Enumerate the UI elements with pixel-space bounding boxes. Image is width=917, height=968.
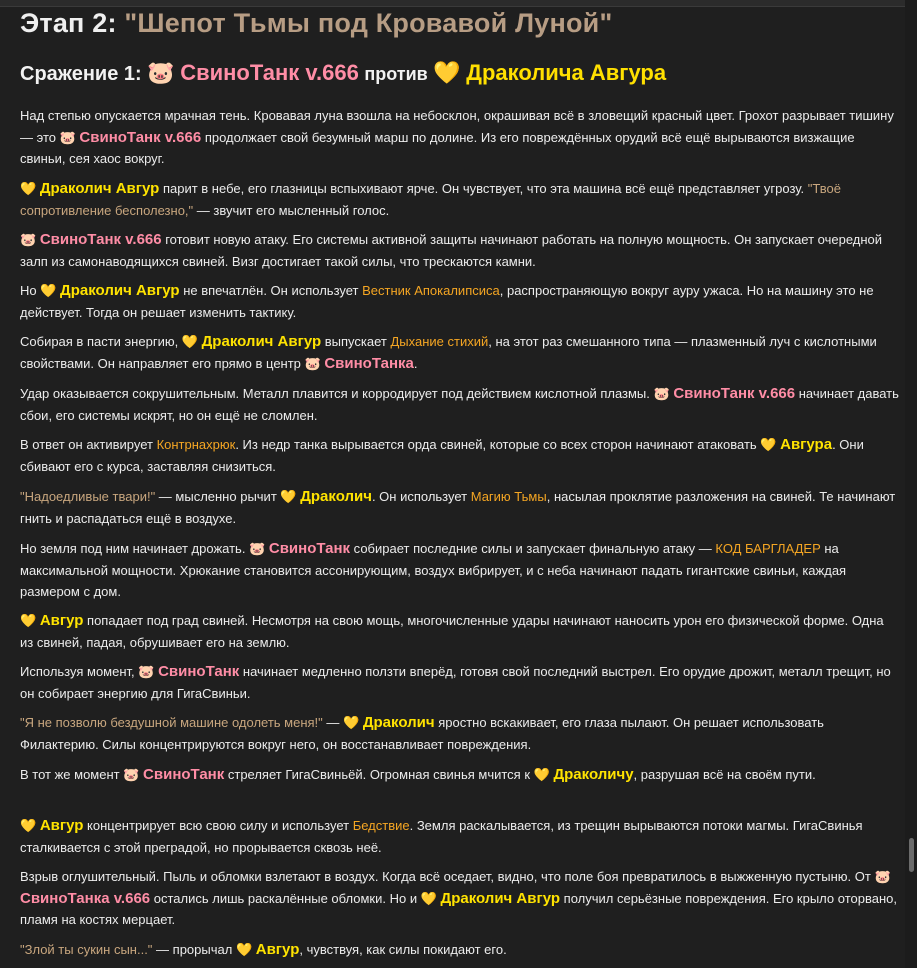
- pig-face-icon: 🐷: [147, 60, 175, 85]
- narration-text: парит в небе, его глазницы вспыхивают ярче. Он чувствует, что эта машина всё ещё представляет угрозу.: [159, 181, 808, 196]
- narration-text: собирает последние силы и запускает финальную атаку —: [350, 541, 716, 556]
- dialogue-quote: "Надоедливые твари!": [20, 489, 156, 504]
- story-paragraph: [20, 661, 900, 704]
- pig-face-icon: 🐷: [138, 664, 155, 679]
- narration-text: . Он использует: [371, 489, 471, 504]
- narration-text: В тот же момент: [20, 767, 124, 782]
- story-paragraph: [20, 229, 900, 272]
- dragon-name: Драколич: [300, 488, 372, 505]
- narration-text: —: [322, 715, 344, 730]
- stage-title: [20, 8, 612, 39]
- tank-name: СвиноТанк v.666: [79, 128, 202, 146]
- narration-text: Но: [20, 283, 41, 298]
- narration-text: , разрушая всё на своём пути.: [633, 767, 816, 782]
- tank-name: СвиноТанк: [268, 540, 351, 557]
- narration-text: — прорычал: [152, 942, 236, 957]
- ability-name: Контрнахрюк: [156, 437, 236, 452]
- dragon-name: Драколич Авгур: [60, 282, 180, 299]
- narration-text: — звучит его мысленный голос.: [193, 202, 390, 218]
- yellow-heart-icon: 💛: [181, 334, 198, 349]
- yellow-heart-icon: 💛: [20, 613, 37, 628]
- narration-text: Собирая в пасти энергию,: [20, 334, 182, 349]
- dialogue-quote: "Я не позволю бездушной машине одолеть меня!": [20, 715, 323, 730]
- pig-face-icon: 🐷: [123, 767, 140, 782]
- dragon-name: Авгур: [39, 612, 84, 629]
- vertical-scrollbar[interactable]: [905, 0, 917, 968]
- story-paragraph: [20, 538, 900, 603]
- narration-text: концентрирует всю свою силу и использует: [83, 818, 353, 833]
- stage-name: "Шепот Тьмы под Кровавой Луной": [124, 8, 613, 38]
- pig-face-icon: 🐷: [59, 129, 76, 145]
- narration-text: Но земля под ним начинает дрожать.: [20, 541, 250, 556]
- narration-text: Удар оказывается сокрушительным. Металл плавится и корродирует под действием кислотной плазмы.: [20, 386, 654, 401]
- narration-text: . Из недр танка вырывается орда свиней, которые со всех сторон начинают атаковать: [235, 437, 761, 452]
- dialogue-quote: "Твоё сопротивление бесполезно,": [20, 181, 841, 218]
- dialogue-quote: "Злой ты сукин сын...": [20, 942, 153, 957]
- story-paragraph: [20, 712, 900, 755]
- narration-text: . Они сбивают его с курса, заставляя снизиться.: [20, 437, 864, 474]
- narration-text: Взрыв оглушительный. Пыль и обломки взлетают в воздух. Когда всё оседает, видно, что поле боя превратилось в выжженную пустыню. От: [20, 869, 875, 884]
- narration-text: начинает давать сбои, его системы искрят, но он ещё не сломлен.: [20, 386, 899, 423]
- dragon-name: Авгур: [39, 817, 84, 834]
- versus-label: против: [364, 64, 428, 84]
- yellow-heart-icon: 💛: [235, 942, 253, 957]
- narration-text: продолжает свой безумный марш по долине. Из его повреждённых орудий всё ещё вырываются визжащие свиньи, сея хаос вокруг.: [20, 129, 855, 166]
- narration-text: Над степью опускается мрачная тень. Кровавая луна взошла на небосклон, окрашивая всё в зловещий красный цвет. Грохот разрывает тишину — это: [20, 108, 894, 145]
- dragon-name: Авгур: [255, 941, 300, 958]
- narration-text: на максимальной мощности. Хрюкание становится ассонирующим, воздух вибрирует, и с неба начинают падать гигантские свиньи, каждая размером с дом.: [20, 541, 847, 599]
- yellow-heart-icon: 💛: [20, 818, 37, 833]
- pig-face-icon: 🐷: [20, 232, 37, 247]
- dragon-name: Драколич Авгур: [440, 889, 561, 907]
- pig-face-icon: 🐷: [304, 355, 321, 371]
- tank-name: СвиноТанк: [158, 663, 240, 680]
- stage-prefix: Этап 2:: [20, 8, 117, 38]
- yellow-heart-icon: 💛: [433, 60, 461, 85]
- scrollbar-thumb[interactable]: [909, 838, 914, 872]
- narration-text: выпускает: [321, 334, 391, 349]
- narration-text: В ответ он активирует: [20, 437, 157, 452]
- narration-text: остались лишь раскалённые обломки. Но и: [150, 890, 421, 906]
- narration-text: , чувствуя, как силы покидают его.: [299, 942, 507, 957]
- story-paragraph: [20, 610, 900, 653]
- story-paragraph: [20, 486, 900, 529]
- story-paragraph: [20, 280, 900, 323]
- narration-text: — мысленно рычит: [155, 489, 281, 504]
- ability-name: Магию Тьмы: [470, 489, 547, 504]
- narration-text: не впечатлён. Он использует: [179, 283, 363, 298]
- ability-name: Бедствие: [352, 818, 410, 833]
- dragon-name: Драколич Авгур: [201, 333, 322, 350]
- story-paragraph: [20, 331, 900, 374]
- story-paragraph: [20, 866, 900, 931]
- yellow-heart-icon: 💛: [343, 715, 360, 730]
- ability-name: Дыхание стихий: [390, 334, 489, 349]
- pig-face-icon: 🐷: [249, 541, 266, 556]
- narration-text: Используя момент,: [20, 664, 139, 679]
- dragon-name: Драколич Авгур: [39, 180, 160, 197]
- narration-text: , на этот раз смешанного типа — плазменный луч с кислотными свойствами. Он направляет его прямо в центр: [20, 334, 877, 371]
- narration-text: , насылая проклятие разложения на свиней. Те начинают гнить и распадаться ещё в воздухе.: [20, 489, 896, 526]
- tank-name: СвиноТанк: [143, 766, 225, 783]
- dragon-name: Авгура: [780, 436, 833, 453]
- narration-text: готовит новую атаку. Его системы активной защиты начинают работать на полную мощность. Он запускает очередной залп из самонаводящихся свиней. Визг достигает такой силы, что трескаются камни.: [20, 232, 883, 269]
- yellow-heart-icon: 💛: [420, 890, 437, 906]
- yellow-heart-icon: 💛: [533, 767, 550, 782]
- narration-text: .: [413, 355, 418, 371]
- story-paragraph: [20, 815, 900, 858]
- narration-text: . Земля раскалывается, из трещин вырываются потоки магмы. ГигаСвинья сталкивается с этой преградой, но прорывается сквозь неё.: [20, 818, 863, 855]
- narration-text: стреляет ГигаСвиньёй. Огромная свинья мчится к: [224, 767, 534, 782]
- tank-name: СвиноТанк v.666: [39, 231, 162, 248]
- story-paragraph: [20, 434, 900, 477]
- tank-name: СвиноТанк v.666: [673, 385, 796, 402]
- ability-name: КОД БАРГЛАДЕР: [715, 541, 821, 556]
- tank-name: СвиноТанк v.666: [180, 60, 359, 85]
- yellow-heart-icon: 💛: [20, 181, 37, 196]
- story-paragraph: [20, 383, 900, 426]
- battle-label: Сражение 1:: [20, 63, 142, 85]
- narration-text: яростно вскакивает, его глаза пылают. Он решает использовать Филактерию. Силы концентрируются вокруг него, он восстанавливает повреждения.: [20, 715, 824, 752]
- yellow-heart-icon: 💛: [40, 283, 57, 298]
- pig-face-icon: 🐷: [653, 386, 670, 401]
- story-paragraph: [20, 939, 900, 961]
- story-paragraph: [20, 178, 900, 221]
- tank-name: СвиноТанка: [324, 354, 414, 372]
- narration-text: начинает медленно ползти вперёд, готовя свой последний выстрел. Его орудие дрожит, металл трещит, но он собирает энергию для ГигаСвиньи.: [20, 664, 891, 701]
- battle-title: [20, 60, 666, 86]
- narration-text: получил серьёзные повреждения. Его крыло оторвано, пламя на костях мерцает.: [20, 890, 897, 927]
- story-paragraph: [20, 105, 900, 170]
- yellow-heart-icon: 💛: [760, 437, 777, 452]
- narration-text: попадает под град свиней. Несмотря на свою мощь, многочисленные удары начинают наносить урон его физической форме. Одна из свиней, падая, обрушивает его на землю.: [20, 613, 884, 650]
- ability-name: Вестник Апокалипсиса: [362, 283, 500, 298]
- dragon-name: Драколичу: [553, 766, 634, 783]
- story-paragraph: [20, 764, 900, 786]
- dragon-name: Драколич: [362, 714, 435, 731]
- pig-face-icon: 🐷: [874, 869, 891, 884]
- dragon-name: Драколича Авгура: [466, 60, 667, 85]
- tank-name: СвиноТанка v.666: [20, 889, 151, 907]
- narration-text: , распространяющую вокруг ауру ужаса. Но на машину это не действует. Тогда он решает изменить тактику.: [20, 283, 874, 320]
- yellow-heart-icon: 💛: [280, 489, 297, 504]
